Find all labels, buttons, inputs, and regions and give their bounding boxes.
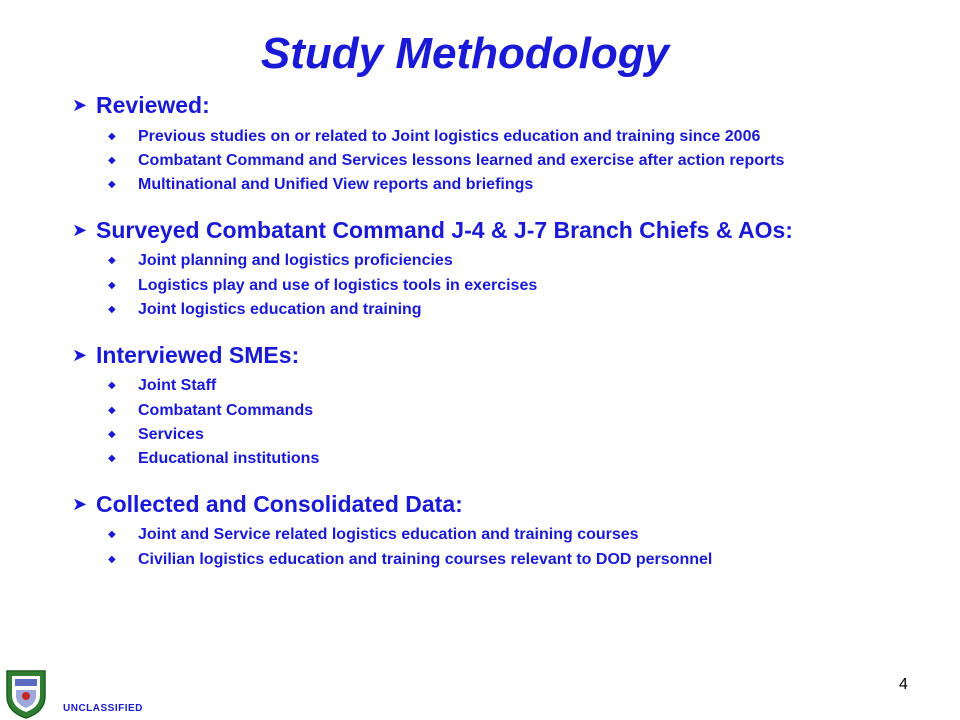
list-item-text: Logistics play and use of logistics tools in exercises: [138, 276, 538, 294]
bullet-list: [108, 377, 940, 469]
diamond-bullet-icon: ◆: [108, 553, 116, 565]
list-item-text: Services: [138, 425, 204, 443]
list-item-text: Multinational and Unified View reports and briefings: [138, 176, 534, 194]
bullet-list: [108, 128, 940, 195]
section-heading-text: Collected and Consolidated Data:: [96, 490, 463, 517]
list-item: [108, 450, 940, 468]
list-item-text: Joint Staff: [138, 377, 217, 395]
organization-seal-icon: [4, 668, 48, 720]
section-heading-text: Surveyed Combatant Command J-4 & J-7 Branch Chiefs & AOs:: [96, 216, 793, 243]
bullet-list: [108, 526, 940, 569]
section-heading-text: Interviewed SMEs:: [96, 341, 300, 368]
diamond-bullet-icon: ◆: [108, 130, 116, 142]
diamond-bullet-icon: ◆: [108, 279, 116, 291]
diamond-bullet-icon: ◆: [108, 404, 116, 416]
list-item-text: Educational institutions: [138, 450, 320, 468]
list-item: [108, 377, 940, 395]
arrow-bullet-icon: ➤: [72, 344, 88, 365]
list-item-text: Joint logistics education and training: [138, 301, 422, 319]
diamond-bullet-icon: ◆: [108, 154, 116, 166]
list-item: [108, 526, 940, 544]
bullet-list: [108, 252, 940, 319]
arrow-bullet-icon: ➤: [72, 95, 88, 115]
diamond-bullet-icon: ◆: [108, 428, 116, 440]
diamond-bullet-icon: ◆: [108, 453, 116, 465]
arrow-bullet-icon: ➤: [72, 219, 88, 240]
section-heading: [72, 491, 940, 519]
list-item-text: Combatant Command and Services lessons learned and exercise after action reports: [138, 151, 785, 169]
section-interviewed: [72, 342, 940, 469]
diamond-bullet-icon: ◆: [108, 380, 116, 392]
list-item: [108, 277, 940, 295]
list-item-text: Combatant Commands: [138, 401, 314, 419]
section-reviewed: [72, 92, 940, 195]
list-item: [108, 176, 940, 194]
list-item: [108, 426, 940, 444]
list-item-text: Joint and Service related logistics education and training courses: [138, 526, 639, 544]
slide-title: Study Methodology: [260, 29, 670, 78]
list-item: [108, 402, 940, 420]
section-surveyed: [72, 217, 940, 320]
section-heading: [72, 217, 940, 245]
list-item: [108, 551, 940, 569]
arrow-bullet-icon: ➤: [72, 493, 88, 514]
list-item: [108, 301, 940, 319]
list-item-text: Previous studies on or related to Joint logistics education and training since 2006: [138, 127, 761, 145]
diamond-bullet-icon: ◆: [108, 255, 116, 267]
section-heading: [72, 92, 940, 120]
page-number: 4: [899, 676, 908, 693]
diamond-bullet-icon: ◆: [108, 529, 116, 541]
list-item-text: Joint planning and logistics proficiencies: [138, 252, 453, 270]
section-heading-text: Reviewed:: [96, 92, 210, 118]
list-item: [108, 128, 940, 146]
slide-content: [72, 92, 940, 591]
list-item: [108, 152, 940, 170]
classification-label: UNCLASSIFIED: [63, 703, 143, 714]
diamond-bullet-icon: ◆: [108, 179, 116, 191]
diamond-bullet-icon: ◆: [108, 304, 116, 316]
list-item: [108, 252, 940, 270]
list-item-text: Civilian logistics education and training courses relevant to DOD personnel: [138, 550, 713, 568]
section-heading: [72, 342, 940, 370]
section-collected: [72, 491, 940, 569]
